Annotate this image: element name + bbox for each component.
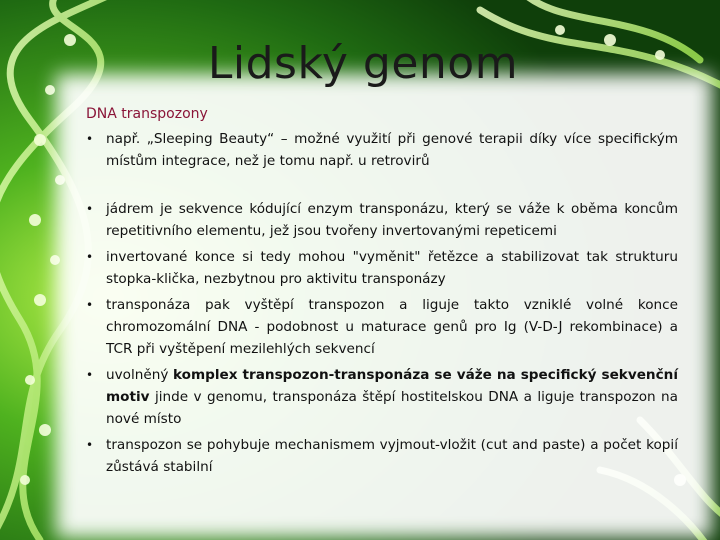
bullet-item xyxy=(86,364,678,430)
bullet-item xyxy=(86,246,678,290)
section-label: DNA transpozony xyxy=(86,106,208,122)
bullet-icon: • xyxy=(86,202,94,216)
bullet-icon: • xyxy=(86,132,94,146)
slide-title: Lidský genom xyxy=(207,38,519,89)
bullet-text: transpozon se pohybuje mechanismem vyjmout-vložit (cut and paste) a počet kopií zůstává stabilní xyxy=(106,437,678,475)
bullet-item xyxy=(86,198,678,242)
bullet-icon: • xyxy=(86,438,94,452)
bullet-item xyxy=(86,434,678,478)
bullet-text: transponáza pak vyštěpí transpozon a liguje takto vzniklé volné konce chromozomální DNA - podobnost u maturace genů pro Ig (V-D-J rekombinace) a TCR při vyštěpení mezilehlých sekvencí xyxy=(106,297,678,357)
bullet-icon: • xyxy=(86,298,94,312)
bullet-text-bold: komplex transpozon-transponáza se váže na specifický sekvenční motiv xyxy=(106,367,678,405)
bullet-list xyxy=(86,128,678,478)
bullet-text: např. „Sleeping Beauty“ – možné využití při genové terapii díky více specifickým místům integrace, než je tomu např. u retrovirů xyxy=(106,131,678,169)
bullet-icon: • xyxy=(86,250,94,264)
bullet-text-pre: uvolněný xyxy=(106,367,173,383)
bullet-text: jádrem je sekvence kódující enzym transponázu, který se váže k oběma koncům repetitivního elementu, jež jsou tvořeny invertovanými repeticemi xyxy=(106,201,678,239)
bullet-icon: • xyxy=(86,368,94,382)
bullet-item xyxy=(86,294,678,360)
bullet-text-post: jinde v genomu, transponáza štěpí hostitelskou DNA a liguje transpozon na nové místo xyxy=(106,389,678,427)
bullet-item xyxy=(86,128,678,172)
bullet-text: invertované konce si tedy mohou "vyměnit" řetězce a stabilizovat tak strukturu stopka-klička, nezbytnou pro aktivitu transponázy xyxy=(106,249,678,287)
